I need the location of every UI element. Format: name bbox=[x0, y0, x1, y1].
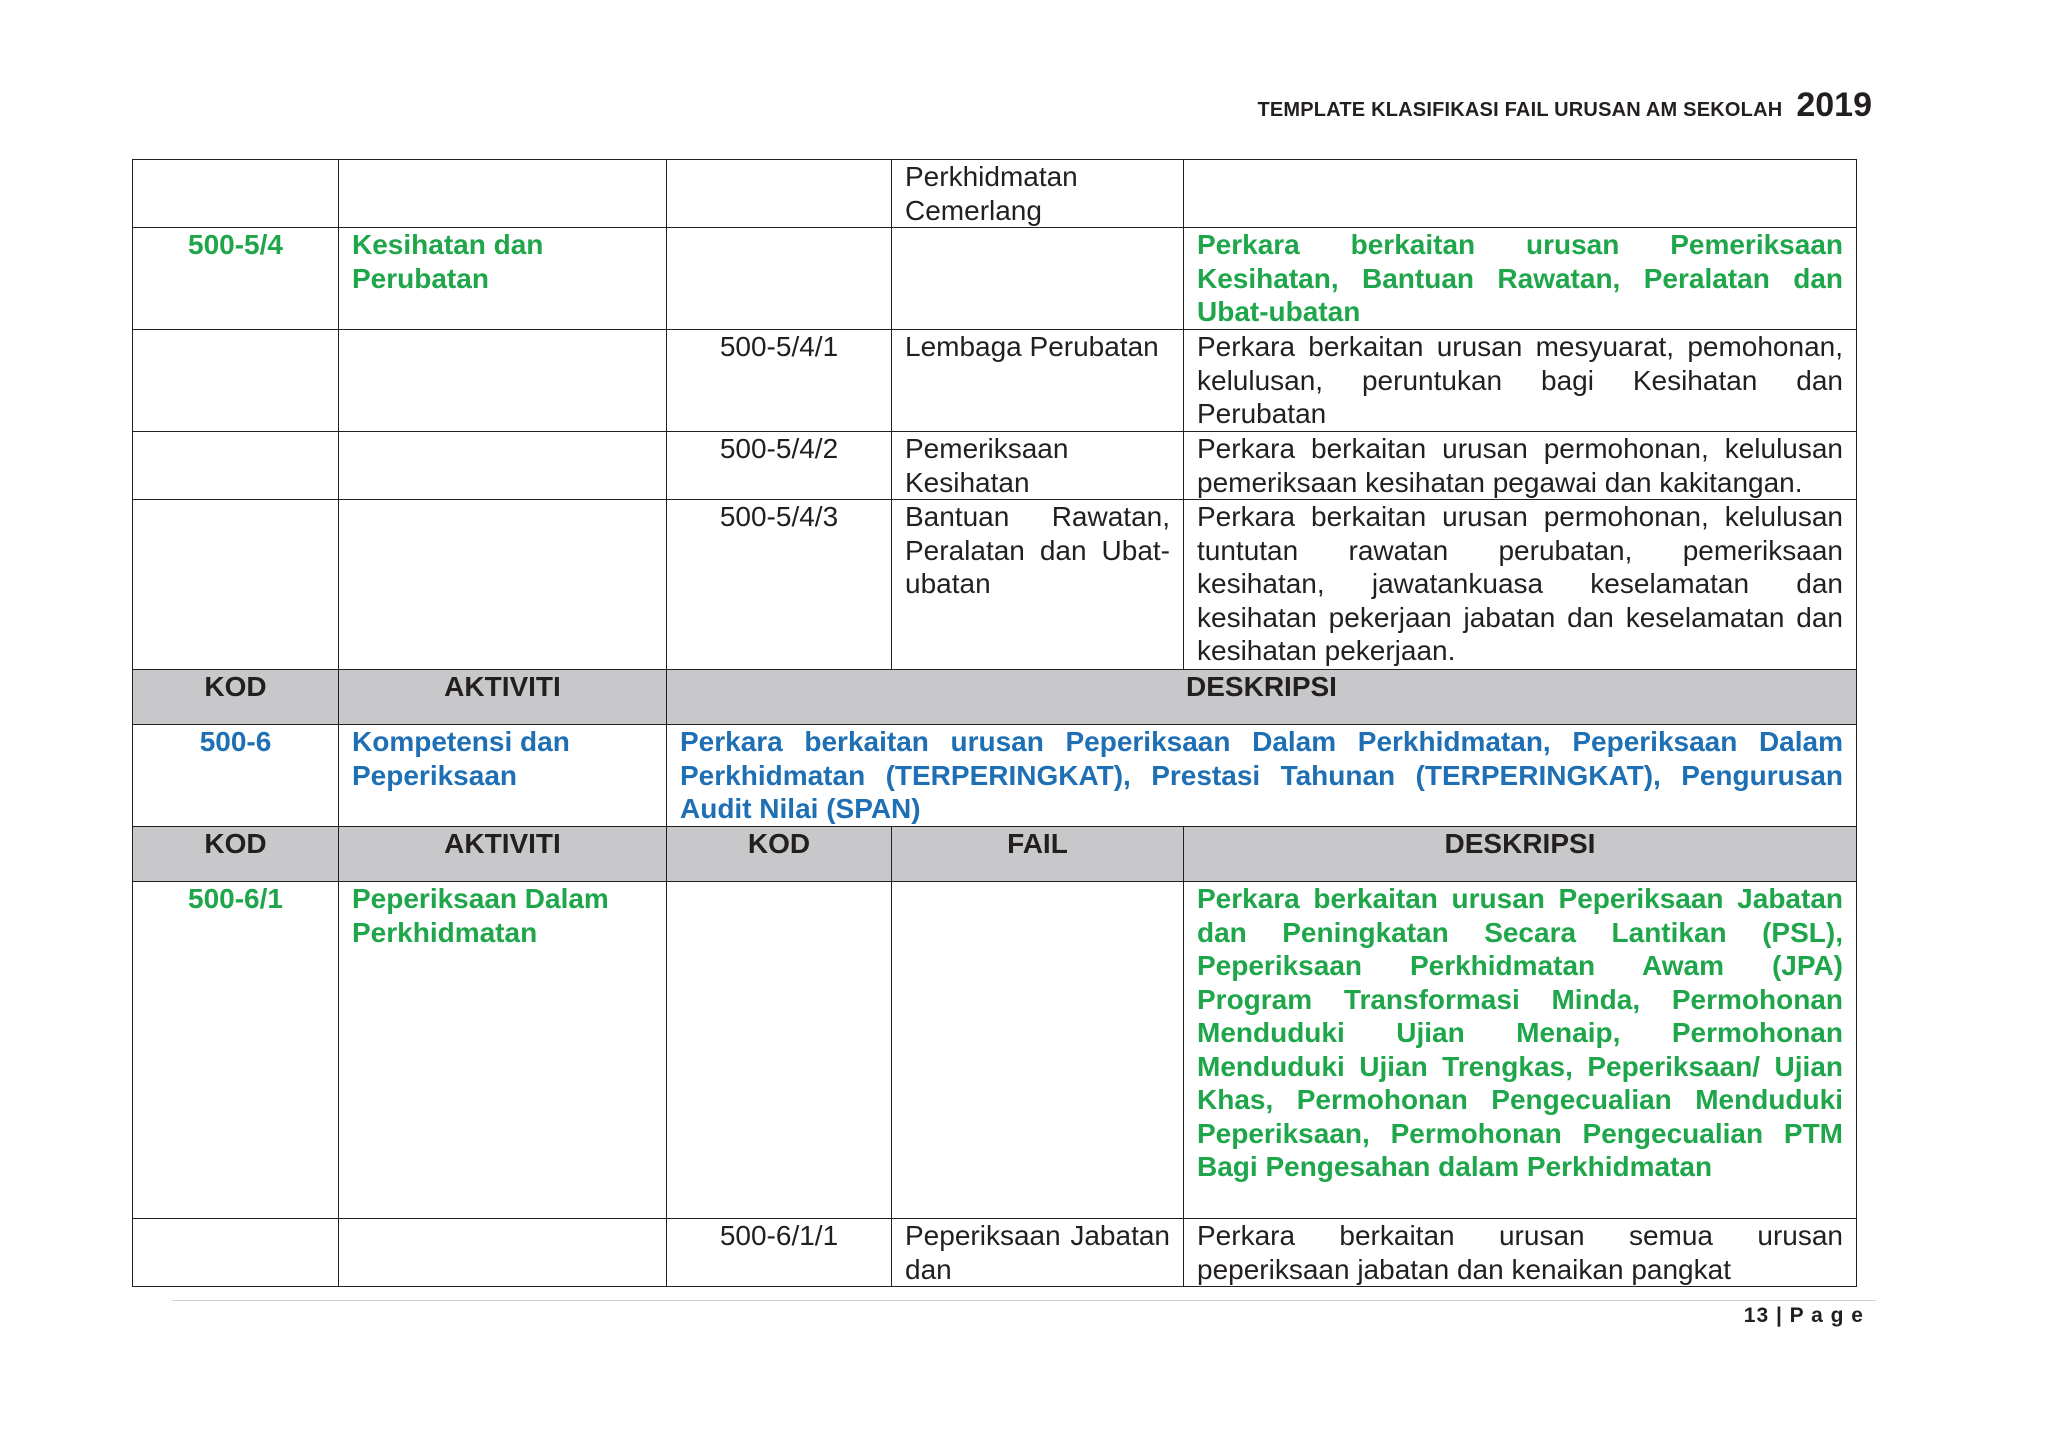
fail-cell: Perkhidmatan Cemerlang bbox=[892, 160, 1184, 228]
aktiviti-cell: Kesihatan dan Perubatan bbox=[339, 228, 667, 330]
kod-cell: 500-6 bbox=[133, 725, 339, 827]
aktiviti-cell bbox=[339, 500, 667, 670]
table-row bbox=[133, 330, 1857, 432]
footer-divider bbox=[172, 1300, 1876, 1301]
header-kod: KOD bbox=[133, 827, 339, 882]
kod2-cell bbox=[667, 228, 892, 330]
kod2-cell: 500-5/4/3 bbox=[667, 500, 892, 670]
kod-cell bbox=[133, 330, 339, 432]
deskripsi-cell: Perkara berkaitan urusan Peperiksaan Dalam Perkhidmatan, Peperiksaan Dalam Perkhidmatan (TERPERINGKAT), Prestasi Tahunan (TERPERINGKAT), Pengurusan Audit Nilai (SPAN) bbox=[667, 725, 1857, 827]
aktiviti-cell bbox=[339, 160, 667, 228]
deskripsi-cell: Perkara berkaitan urusan Peperiksaan Jabatan dan Peningkatan Secara Lantikan (PSL), Peperiksaan Perkhidmatan Awam (JPA) Program Transformasi Minda, Permohonan Menduduki Ujian Menaip, Permohonan Menduduki Ujian Trengkas, Peperiksaan/ Ujian Khas, Permohonan Pengecualian Menduduki Peperiksaan, Permohonan Pengecualian PTM Bagi Pengesahan dalam Perkhidmatan bbox=[1184, 882, 1857, 1219]
table-header-row bbox=[133, 670, 1857, 725]
deskripsi-cell: Perkara berkaitan urusan permohonan, kelulusan pemeriksaan kesihatan pegawai dan kakitangan. bbox=[1184, 432, 1857, 500]
table-row bbox=[133, 1219, 1857, 1287]
aktiviti-cell bbox=[339, 1219, 667, 1287]
fail-cell: Lembaga Perubatan bbox=[892, 330, 1184, 432]
page-header bbox=[1257, 86, 1872, 125]
page-number: 13 | P a g e bbox=[1743, 1304, 1864, 1327]
kod-cell bbox=[133, 432, 339, 500]
table-header-row bbox=[133, 827, 1857, 882]
kod-cell bbox=[133, 160, 339, 228]
table-row bbox=[133, 432, 1857, 500]
fail-cell: Pemeriksaan Kesihatan bbox=[892, 432, 1184, 500]
header-deskripsi: DESKRIPSI bbox=[1184, 827, 1857, 882]
header-year: 2019 bbox=[1796, 86, 1872, 124]
kod-cell bbox=[133, 500, 339, 670]
deskripsi-cell bbox=[1184, 160, 1857, 228]
aktiviti-cell: Peperiksaan Dalam Perkhidmatan bbox=[339, 882, 667, 1219]
table-row bbox=[133, 228, 1857, 330]
header-aktiviti: AKTIVITI bbox=[339, 827, 667, 882]
kod-cell: 500-6/1 bbox=[133, 882, 339, 1219]
kod-cell: 500-5/4 bbox=[133, 228, 339, 330]
fail-cell: Bantuan Rawatan, Peralatan dan Ubat-ubatan bbox=[892, 500, 1184, 670]
header-kod: KOD bbox=[133, 670, 339, 725]
kod2-cell: 500-5/4/1 bbox=[667, 330, 892, 432]
aktiviti-cell bbox=[339, 330, 667, 432]
fail-cell: Peperiksaan Jabatan dan bbox=[892, 1219, 1184, 1287]
aktiviti-cell bbox=[339, 432, 667, 500]
deskripsi-cell: Perkara berkaitan urusan permohonan, kelulusan tuntutan rawatan perubatan, pemeriksaan kesihatan, jawatankuasa keselamatan dan kesihatan pekerjaan jabatan dan keselamatan dan kesihatan pekerjaan. bbox=[1184, 500, 1857, 670]
header-title: TEMPLATE KLASIFIKASI FAIL URUSAN AM SEKOLAH bbox=[1257, 99, 1783, 121]
kod2-cell: 500-5/4/2 bbox=[667, 432, 892, 500]
header-aktiviti: AKTIVITI bbox=[339, 670, 667, 725]
table-row bbox=[133, 160, 1857, 228]
table-row bbox=[133, 882, 1857, 1219]
header-kod2: KOD bbox=[667, 827, 892, 882]
classification-table bbox=[132, 159, 1857, 1287]
deskripsi-cell: Perkara berkaitan urusan semua urusan peperiksaan jabatan dan kenaikan pangkat bbox=[1184, 1219, 1857, 1287]
fail-cell bbox=[892, 228, 1184, 330]
table-row bbox=[133, 500, 1857, 670]
aktiviti-cell: Kompetensi dan Peperiksaan bbox=[339, 725, 667, 827]
header-fail: FAIL bbox=[892, 827, 1184, 882]
kod2-cell: 500-6/1/1 bbox=[667, 1219, 892, 1287]
kod2-cell bbox=[667, 160, 892, 228]
deskripsi-cell: Perkara berkaitan urusan mesyuarat, pemohonan, kelulusan, peruntukan bagi Kesihatan dan Perubatan bbox=[1184, 330, 1857, 432]
deskripsi-cell: Perkara berkaitan urusan Pemeriksaan Kesihatan, Bantuan Rawatan, Peralatan dan Ubat-ubatan bbox=[1184, 228, 1857, 330]
header-deskripsi: DESKRIPSI bbox=[667, 670, 1857, 725]
kod-cell bbox=[133, 1219, 339, 1287]
table-row bbox=[133, 725, 1857, 827]
fail-cell bbox=[892, 882, 1184, 1219]
kod2-cell bbox=[667, 882, 892, 1219]
